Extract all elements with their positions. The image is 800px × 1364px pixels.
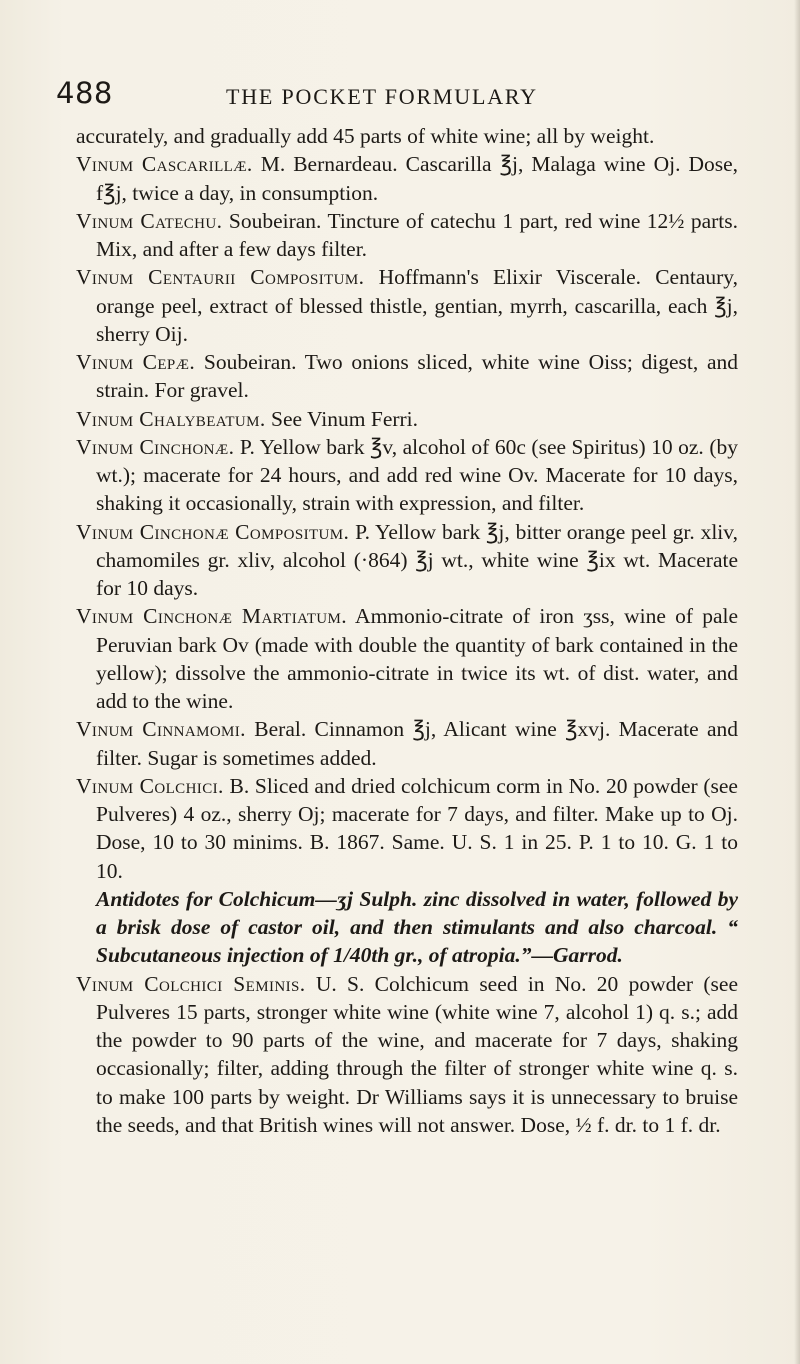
entry-vinum-cinnamomi bbox=[76, 715, 738, 772]
entry-heading: Vinum Colchici. bbox=[76, 773, 224, 798]
entry-continuation bbox=[76, 122, 738, 150]
entry-heading: Vinum Centaurii Compositum. bbox=[76, 265, 365, 290]
entry-heading: Vinum Cinchonæ Martiatum. bbox=[76, 604, 348, 629]
entry-vinum-cinchonae-martiatum bbox=[76, 602, 738, 715]
entry-vinum-colchici bbox=[76, 772, 738, 885]
page-number: 488 bbox=[56, 76, 113, 110]
entry-vinum-cinchonae bbox=[76, 433, 738, 518]
entry-text: B. Sliced and dried colchicum corm in No. 20 powder (see Pulveres) 4 oz., sherry Oj; macerate for 7 days, and filter. Make up to Oj. Dose, 10 to 30 minims. B. 1867. Same. U. S. 1 in 25. P. 1 to 10. G. 1 to 10. bbox=[96, 773, 738, 883]
entry-text: Soubeiran. Two onions sliced, white wine Oiss; digest, and strain. For gravel. bbox=[96, 350, 738, 403]
entry-text: Ammonio-citrate of iron ʒss, wine of pale Peruvian bark Ov (made with double the quantity of bark contained in the yellow); dissolve the ammonio-citrate in twice its wt. of dist. water, and add to the wine. bbox=[96, 604, 739, 713]
entry-heading: Vinum Cascarillæ. bbox=[76, 152, 253, 177]
entry-vinum-colchici-seminis bbox=[76, 970, 738, 1140]
running-title: THE POCKET FORMULARY bbox=[226, 84, 538, 109]
entry-vinum-cinchonae-compositum bbox=[76, 518, 738, 603]
entry-heading: Vinum Catechu. bbox=[76, 208, 223, 233]
entry-text: Soubeiran. Tincture of catechu 1 part, red wine 12½ parts. Mix, and after a few days filter. bbox=[96, 208, 739, 261]
entry-vinum-cepae bbox=[76, 348, 738, 405]
entry-vinum-centaurii-compositum bbox=[76, 263, 738, 348]
entry-vinum-cascarillae bbox=[76, 150, 738, 207]
entry-text: accurately, and gradually add 45 parts of white wine; all by weight. bbox=[76, 124, 655, 148]
entry-text: U. S. Colchicum seed in No. 20 powder (see Pulveres 15 parts, stronger white wine (white wine 7, alcohol 1) q. s.; add the powder to 90 parts of the wine, and macerate for 7 days, shaking occasionally; filter, adding through the filter of stronger white wine q. s. to make 100 parts by weight. Dr Williams says it is unnecessary to bruise the seeds, and that British wines will not answer. Dose, ½ f. dr. to 1 f. dr. bbox=[96, 971, 739, 1137]
entry-vinum-catechu bbox=[76, 207, 738, 264]
page-edge-shadow bbox=[794, 0, 800, 1364]
page-body bbox=[76, 122, 738, 1139]
entry-text: M. Bernardeau. Cascarilla ℥j, Malaga wine Oj. Dose, f℥j, twice a day, in consumption. bbox=[96, 152, 739, 205]
entry-text: P. Yellow bark ℥v, alcohol of 60c (see Spiritus) 10 oz. (by wt.); macerate for 24 hours, and add red wine Ov. Macerate for 10 days, shaking it occasionally, strain with expression, and filter. bbox=[96, 434, 738, 516]
entry-text: P. Yellow bark ℥j, bitter orange peel gr. xliv, chamomiles gr. xliv, alcohol (·864) ℥j wt., white wine ℥ix wt. Macerate for 10 days. bbox=[96, 519, 738, 600]
entry-heading: Vinum Cinchonæ Compositum. bbox=[76, 519, 350, 544]
entry-text: Hoffmann's Elixir Viscerale. Centaury, orange peel, extract of blessed thistle, gentian, myrrh, cascarilla, each ℥j, sherry Oij. bbox=[96, 265, 738, 346]
entry-text: Beral. Cinnamon ℥j, Alicant wine ℥xvj. Macerate and filter. Sugar is sometimes added. bbox=[96, 717, 738, 770]
entry-heading: Vinum Colchici Seminis. bbox=[76, 971, 306, 996]
entry-heading: Vinum Chalybeatum. bbox=[76, 406, 266, 431]
entry-text: See Vinum Ferri. bbox=[265, 406, 419, 431]
entry-heading: Vinum Cinchonæ. bbox=[76, 434, 235, 459]
page-header bbox=[56, 76, 756, 116]
entry-vinum-chalybeatum bbox=[76, 405, 738, 433]
antidotes-note: Antidotes for Colchicum—ʒj Sulph. zinc dissolved in water, followed by a brisk dose of castor oil, and then stimulants and also charcoal. “ Subcutaneous injection of 1/40th gr., of atropia.”—Garrod. bbox=[96, 886, 738, 968]
entry-colchicum-antidotes bbox=[76, 885, 738, 970]
entry-heading: Vinum Cinnamomi. bbox=[76, 717, 246, 742]
entry-heading: Vinum Cepæ. bbox=[76, 350, 196, 374]
